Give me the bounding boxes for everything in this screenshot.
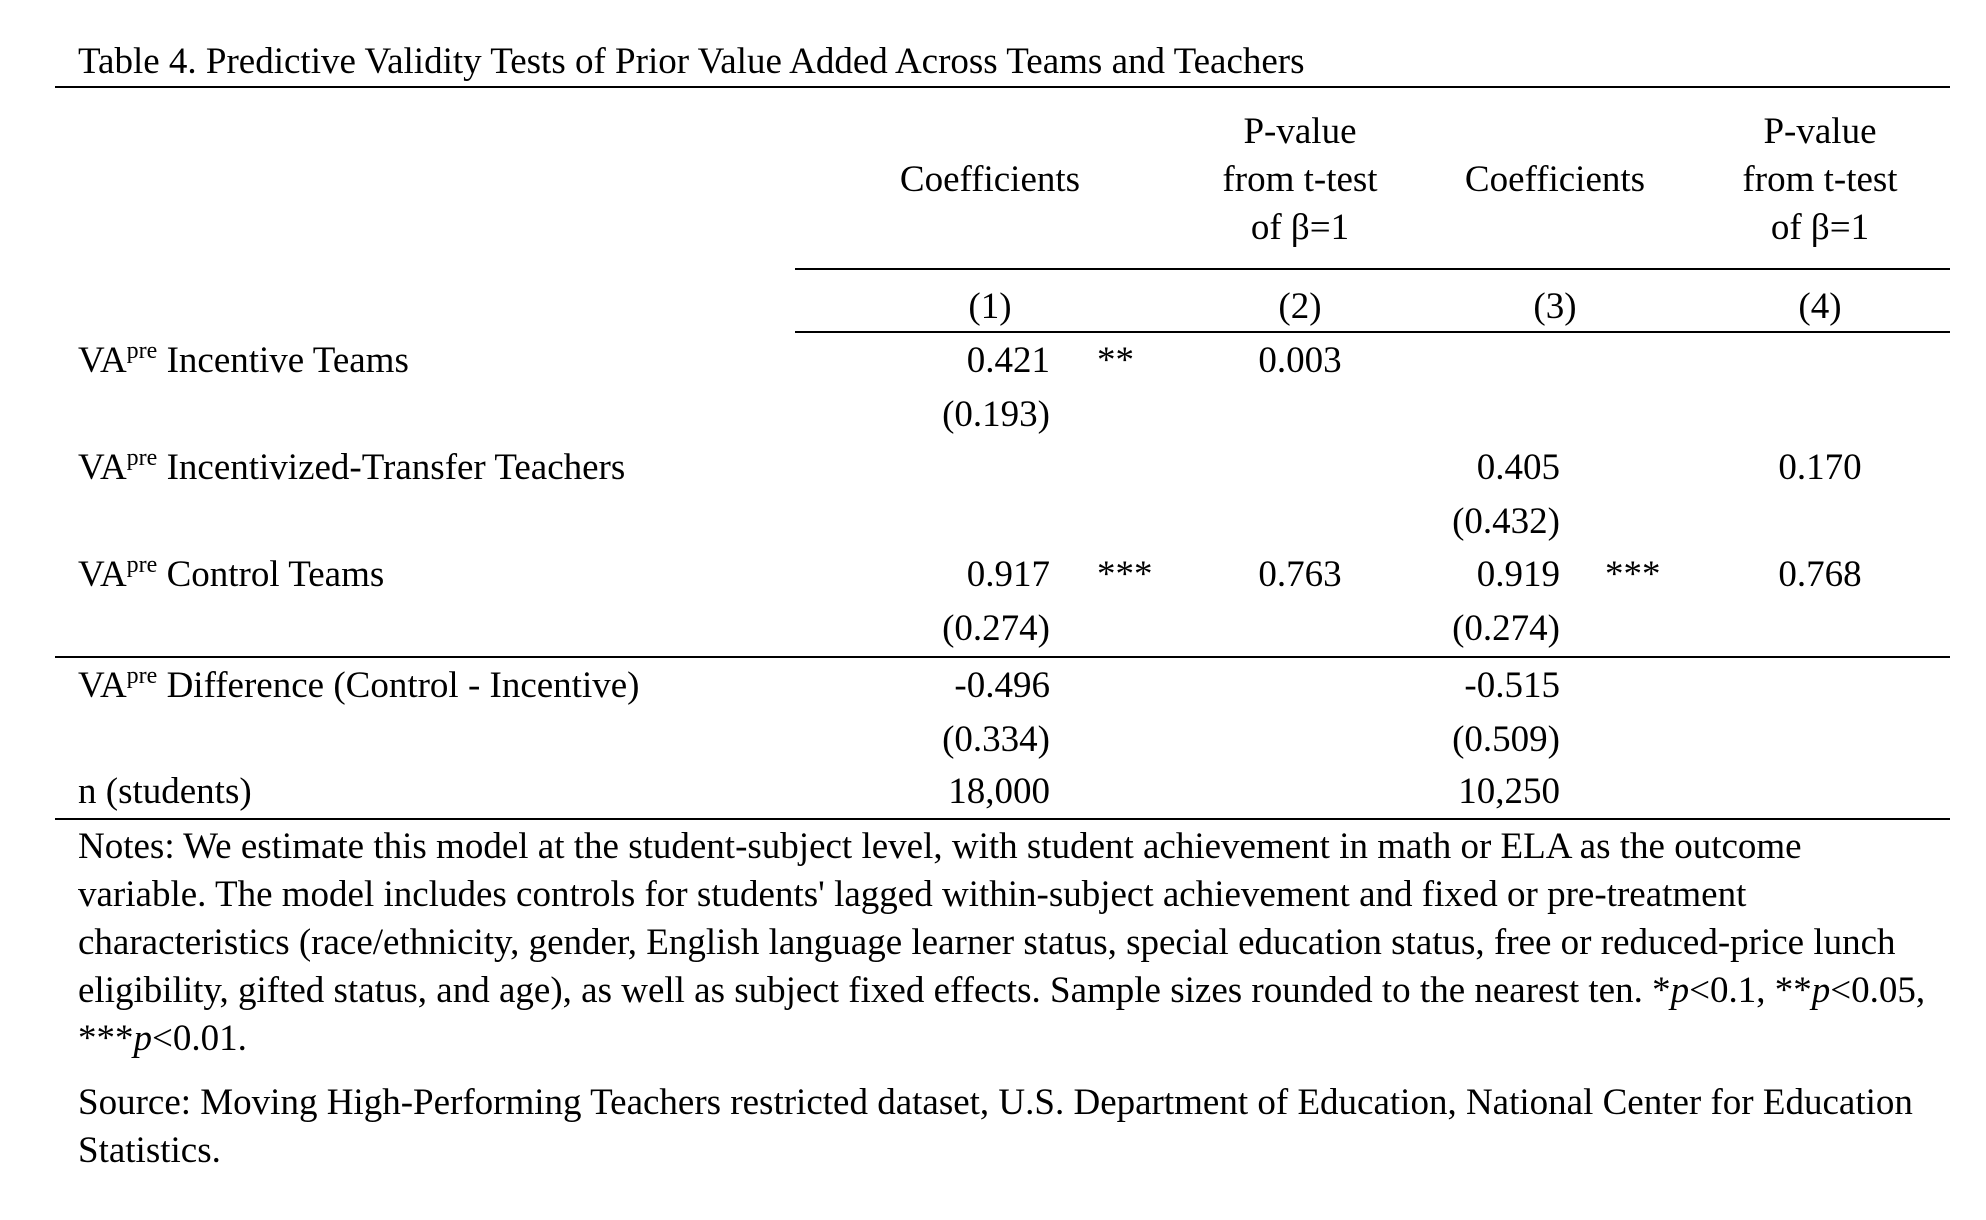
numbers-rule xyxy=(795,331,1950,333)
control-teams-pvalue-2: 0.763 xyxy=(1258,554,1342,595)
transfer-teachers-se: (0.432) xyxy=(1452,501,1560,542)
table-title: Table 4. Predictive Validity Tests of Prior Value Added Across Teams and Teachers xyxy=(78,41,1305,82)
control-teams-stars-3: *** xyxy=(1605,554,1661,595)
difference-coef-1: -0.496 xyxy=(954,665,1050,706)
col-number-1: (1) xyxy=(968,286,1012,327)
control-teams-se-1: (0.274) xyxy=(942,608,1050,649)
col1-header: Coefficients xyxy=(899,159,1081,200)
difference-rule xyxy=(55,656,1950,658)
control-teams-coef-3: 0.919 xyxy=(1476,554,1560,595)
n-students-1: 18,000 xyxy=(948,771,1050,812)
header-rule xyxy=(795,268,1950,270)
incentive-teams-stars: ** xyxy=(1097,340,1134,381)
transfer-teachers-pvalue: 0.170 xyxy=(1778,447,1862,488)
col-number-3: (3) xyxy=(1533,286,1577,327)
difference-se-3: (0.509) xyxy=(1452,719,1560,760)
table-source: Source: Moving High-Performing Teachers restricted dataset, U.S. Department of Education, National Center for Education Statistics. xyxy=(78,1082,1913,1171)
control-teams-stars-1: *** xyxy=(1097,554,1153,595)
row-label-difference: $VA^{pre}$ Difference (Control - Incentive) xyxy=(78,663,640,706)
col3-header: Coefficients xyxy=(1464,159,1646,200)
bottom-rule xyxy=(55,818,1950,820)
incentive-teams-pvalue: 0.003 xyxy=(1258,340,1342,381)
incentive-teams-coef: 0.421 xyxy=(966,340,1050,381)
col-number-2: (2) xyxy=(1278,286,1322,327)
incentive-teams-se: (0.193) xyxy=(942,394,1050,435)
control-teams-pvalue-4: 0.768 xyxy=(1778,554,1862,595)
col2-header: P-value from t-test of β=1 xyxy=(1222,111,1378,248)
row-label-incentive-teams: $VA^{pre}$ Incentive Teams xyxy=(78,338,409,381)
control-teams-se-3: (0.274) xyxy=(1452,608,1560,649)
row-label-n-students: n (students) xyxy=(78,771,252,812)
transfer-teachers-coef: 0.405 xyxy=(1476,447,1560,488)
col4-header: P-value from t-test of β=1 xyxy=(1742,111,1898,248)
control-teams-coef-1: 0.917 xyxy=(966,554,1050,595)
row-label-transfer-teachers: $VA^{pre}$ Incentivized-Transfer Teachers xyxy=(78,445,626,488)
title-rule xyxy=(55,86,1950,88)
n-students-3: 10,250 xyxy=(1458,771,1560,812)
difference-coef-3: -0.515 xyxy=(1464,665,1560,706)
difference-se-1: (0.334) xyxy=(942,719,1050,760)
row-label-control-teams: $VA^{pre}$ Control Teams xyxy=(78,552,385,595)
col-number-4: (4) xyxy=(1798,286,1842,327)
table-notes: Notes: We estimate this model at the student-subject level, with student achievement in math or ELA as the outcome variable. The model includes controls for students' lagged within-subject achievement and fixed or pre-treatment characteristics (race/ethnicity, gender, English language learner status, special education status, free or reduced-price lunch eligibility, gifted status, and age), as well as subject fixed effects. Sample sizes rounded to the nearest ten. *p<0.1, **p<0.05, ***p<0.01. xyxy=(78,826,1926,1059)
